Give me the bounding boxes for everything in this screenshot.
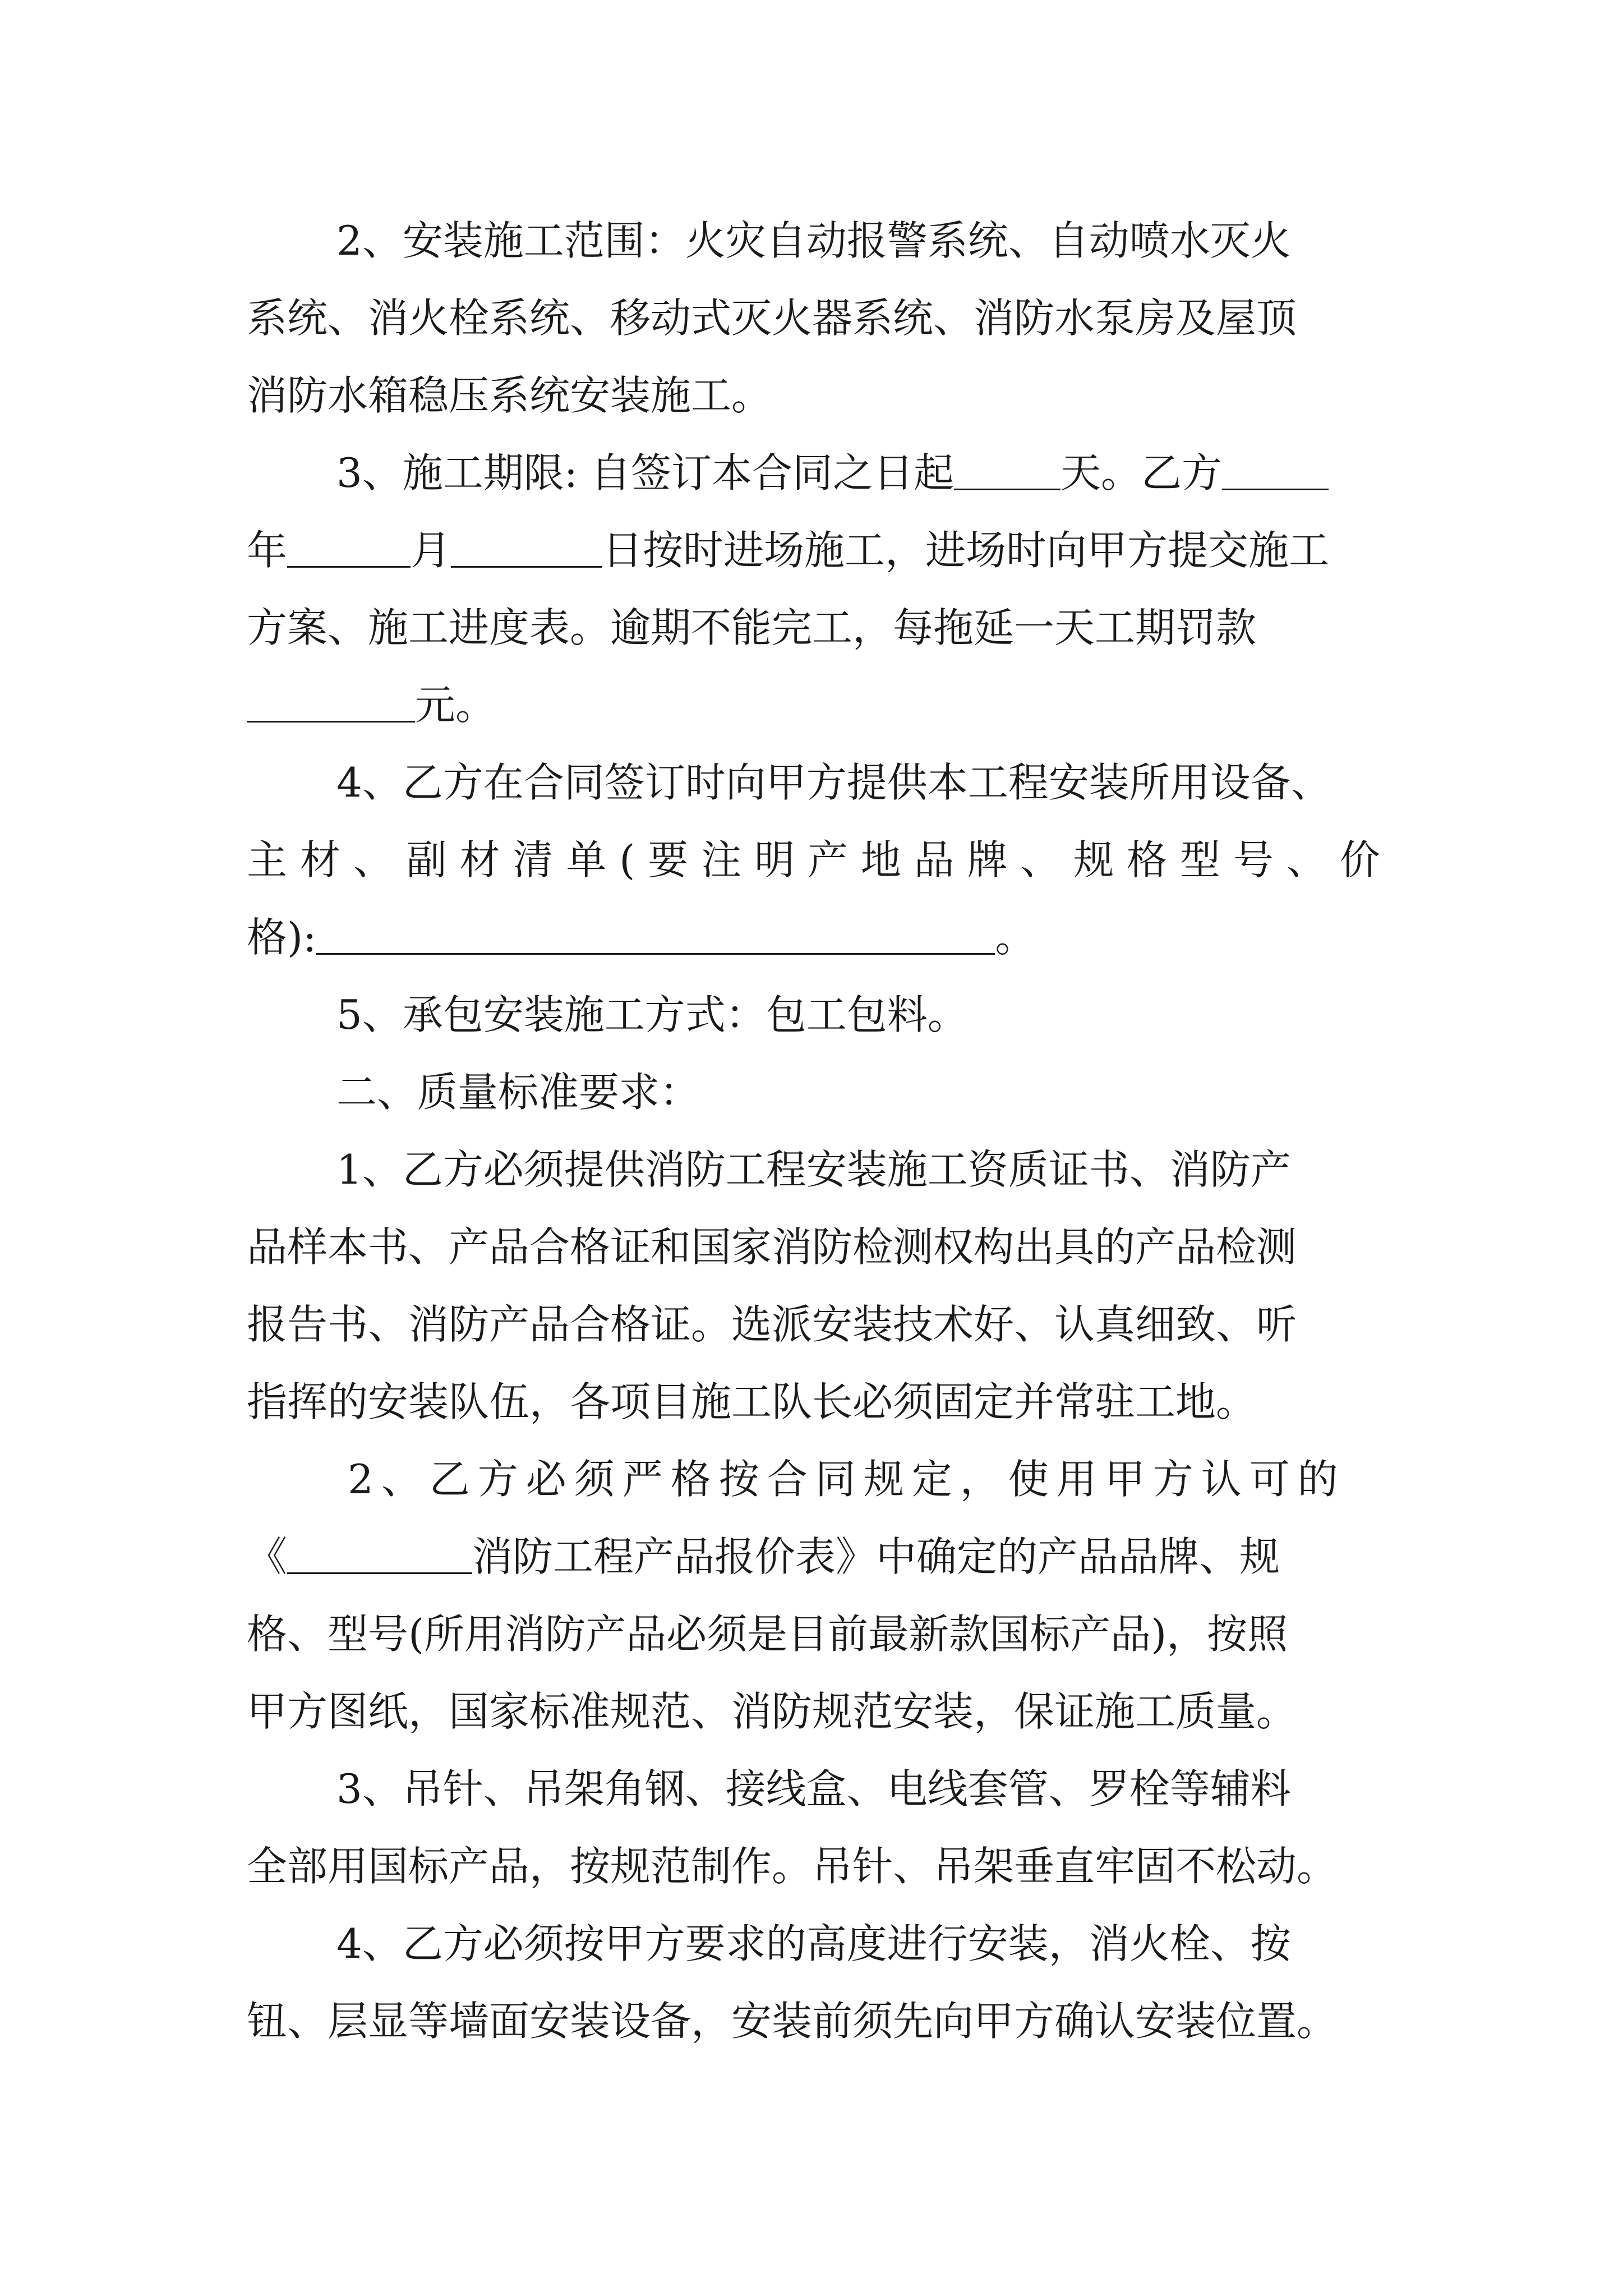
- quality-item-2-line-4: 甲方图纸，国家标准规范、消防规范安装，保证施工质量。: [247, 1688, 1297, 1735]
- quality-item-1-line-1: 1、乙方必须提供消防工程安装施工资质证书、消防产: [336, 1146, 1291, 1193]
- quality-item-2-line-2: [247, 1518, 1385, 1595]
- penalty-unit: 元。: [415, 682, 496, 729]
- quality-item-1-line-3: 报告书、消防产品合格证。选派安装技术好、认真细致、听: [247, 1301, 1297, 1348]
- materials-list-blank[interactable]: [316, 919, 995, 955]
- document-page: [247, 202, 1385, 2060]
- price-label: 格):: [247, 914, 317, 961]
- quality-item-4-line-1: 4、乙方必须按甲方要求的高度进行安装，消火栓、按: [336, 1920, 1291, 1967]
- paragraph-materials-line-2: 主 材 、 副 材 清 单 ( 要 注 明 产 地 品 牌 、 规 格 型 号 、 价: [247, 836, 1380, 884]
- period-text-a: 3、施工期限: 自签订本合同之日起: [336, 449, 954, 496]
- period-mark: 。: [995, 914, 1036, 961]
- paragraph-scope-line-2: 系统、消火栓系统、移动式灭火器系统、消防水泵房及屋顶: [247, 295, 1297, 342]
- paragraph-method: 5、承包安装施工方式：包工包料。: [336, 991, 968, 1038]
- month-label: 月: [411, 527, 451, 574]
- penalty-blank[interactable]: [247, 687, 415, 723]
- paragraph-scope-line-3: 消防水箱稳压系统安装施工。: [247, 372, 772, 419]
- quality-item-2-text-b: 消防工程产品报价表》中确定的产品品牌、规: [472, 1533, 1280, 1580]
- paragraph-materials-line-3: [247, 899, 1385, 976]
- quality-item-1-line-2: 品样本书、产品合格证和国家消防检测权构出具的产品检测: [247, 1223, 1297, 1271]
- paragraph-period-line-2: [247, 512, 1385, 589]
- paragraph-scope-line-1: 2、安装施工范围：火灾自动报警系统、自动喷水灭火: [336, 217, 1291, 264]
- month-blank[interactable]: [287, 532, 411, 568]
- year-blank[interactable]: [1222, 455, 1329, 490]
- open-bracket: 《: [247, 1533, 288, 1580]
- paragraph-period-line-4: [247, 666, 1385, 744]
- period-text-b: 天。乙方: [1060, 449, 1222, 496]
- days-blank[interactable]: [954, 455, 1061, 490]
- year-label: 年: [247, 527, 288, 574]
- quality-item-2-line-3: 格、型号(所用消防产品必须是目前最新款国标产品)，按照: [247, 1611, 1288, 1658]
- period-text-c: 日按时进场施工，进场时向甲方提交施工: [602, 527, 1330, 574]
- quality-item-3-line-1: 3、吊针、吊架角钢、接线盒、电线套管、罗栓等辅料: [336, 1765, 1291, 1812]
- quote-table-blank[interactable]: [287, 1539, 472, 1574]
- quality-item-4-line-2: 钮、层显等墙面安装设备，安装前须先向甲方确认安装位置。: [247, 1998, 1338, 2045]
- quality-item-1-line-4: 指挥的安装队伍，各项目施工队长必须固定并常驻工地。: [247, 1378, 1257, 1425]
- section-heading-quality: 二、质量标准要求：: [336, 1069, 700, 1116]
- paragraph-period-line-1: [247, 434, 1385, 512]
- quality-item-3-line-2: 全部用国标产品，按规范制作。吊针、吊架垂直牢固不松动。: [247, 1843, 1338, 1890]
- quality-item-2-line-1: 2、乙方必须严格按合同规定，使用甲方认可的: [348, 1456, 1346, 1503]
- paragraph-materials-line-1: 4、乙方在合同签订时向甲方提供本工程安装所用设备、: [336, 759, 1331, 806]
- day-blank[interactable]: [451, 532, 602, 568]
- paragraph-period-line-3: 方案、施工进度表。逾期不能完工，每拖延一天工期罚款: [247, 604, 1257, 651]
